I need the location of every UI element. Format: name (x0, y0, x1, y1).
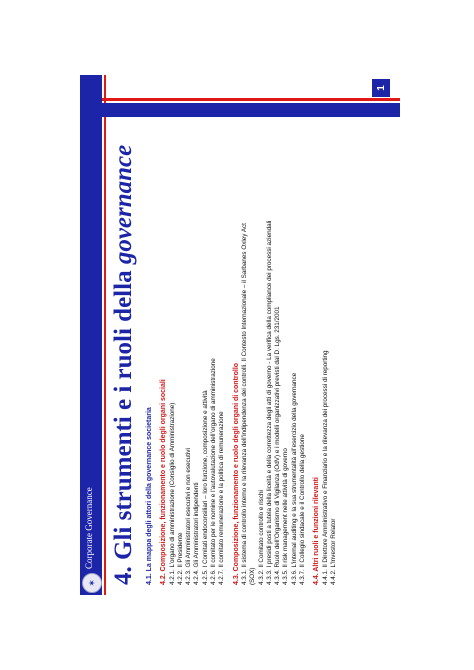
outline-item: 4.2.5. I Comitati endoconsiliari – loro funzione, composizione e attività (201, 390, 209, 585)
outline-item: 4.3.1. Il sistema di controllo interno e la rilevanza dell’indipendenza dei controlli. Il Contesto Internazionale – il Sarbanes Oxley Act (240, 223, 248, 585)
outline-item: 4.2.7. Il comitato remunerazione e la politica di remunerazione (218, 411, 226, 585)
section-heading: 4.1. La mappa degli attori della governance societaria (146, 407, 153, 585)
page-number: 1 (372, 79, 390, 97)
outline-item: 4.3.2. Il Comitato controllo e rischi (257, 490, 265, 585)
right-accent-stripe (102, 98, 400, 101)
slide (80, 75, 410, 595)
university-seal-logo: ✶ (82, 573, 102, 593)
outline-item: (SOX) (249, 567, 257, 585)
slide-title-main: 4. Gli strumenti e i ruoli della (110, 264, 137, 585)
header-bar (80, 75, 102, 595)
header-divider (104, 75, 106, 595)
outline-item: 4.3.6. L’internal auditing e la sua strumentalità all’esercizio della governance (290, 372, 298, 585)
section-heading: 4.3. Composizione, funzionamento e ruolo degli organi di controllo (232, 362, 240, 585)
header-title: Corporate Governance (84, 487, 94, 569)
section-heading: 4.2. Composizione, funzionamento e ruolo degli organi sociali (160, 379, 168, 585)
outline-item: 4.4.1. Il Direttore Amministrativo e Finanziario e la rilevanza dei processi di reporting (321, 350, 329, 585)
outline-item: 4.3.5. Il risk management nelle attività di governo (282, 448, 290, 585)
outline-item: 4.2.3. Gli Amministratori esecutivi e non esecutivi (185, 448, 193, 585)
outline-item: 4.3.4. Ruolo dell’Organismo di Vigilanza (OdV) e i modelli organizzativi previsti dal D. Lgs. 231/2001 (274, 306, 282, 585)
outline-item: 4.2.4. Gli Amministratori indipendenti (193, 482, 201, 585)
outline-item: 4.3.3. I presidi posti a tutela della liceità e della correttezza degli atti di governo - La verifica della compliance dei processi aziendali (265, 220, 273, 585)
right-accent-bar (102, 103, 400, 117)
outline-item: 4.2.6. Il comitato per le nomine e l’autovalutazione dell’organo di amministrazione (210, 358, 218, 585)
slide-title-emphasis: governance (110, 144, 137, 265)
outline-item: 4.4.2. L’Investor Relator (329, 518, 337, 585)
outline-item: 4.3.7. Il Collegio sindacale e il Controllo della gestione (299, 434, 307, 585)
outline-item: 4.2.2. Il Presidente (176, 532, 184, 585)
slide-title (110, 145, 138, 585)
section-heading: 4.4. Altri ruoli e funzioni rilevanti (313, 477, 321, 585)
outline-content (146, 145, 338, 585)
outline-item: 4.2.1. L’organo di amministrazione (Consiglio di Amministrazione) (168, 402, 176, 585)
